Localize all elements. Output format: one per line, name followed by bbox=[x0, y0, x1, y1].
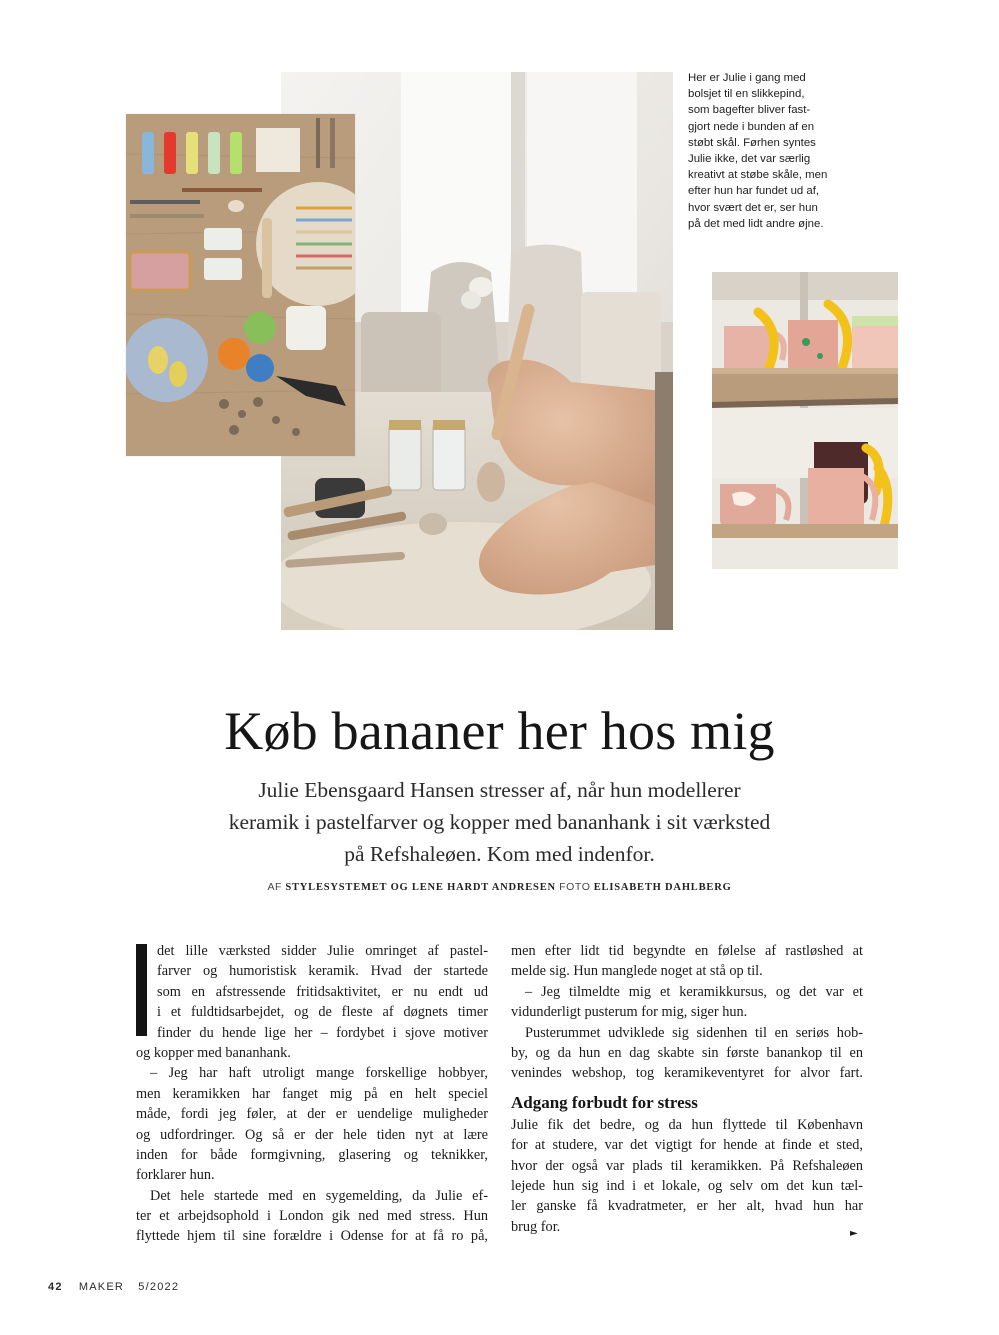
caption-line: hvor svært det er, ser hun bbox=[688, 201, 818, 214]
section-subhead: Adgang forbudt for stress bbox=[511, 1092, 698, 1112]
body-line: finder du hende lige her – fordybet i sjove motiver bbox=[157, 1024, 488, 1041]
byline-by-label: AF bbox=[267, 881, 283, 893]
caption-line: gjort nede i bunden af en bbox=[688, 120, 815, 133]
body-line: Det hele startede med en sygemelding, da Julie ef- bbox=[150, 1187, 488, 1204]
body-line: ter et arbejdsophold i London gik ned med stress. Hun bbox=[136, 1208, 488, 1225]
banana-mugs-shelf-photo bbox=[712, 272, 898, 569]
byline-photo-label: FOTO bbox=[559, 881, 591, 893]
body-line: hvor der også var plads til keramikken. På Refshaleøen bbox=[511, 1157, 863, 1174]
body-line: – Jeg tilmeldte mig et keramikkursus, og det var et bbox=[525, 983, 863, 1000]
body-line: farver og humoristisk keramik. Hvad der startede bbox=[157, 963, 488, 980]
body-line: i et fuldtidsarbejdet, og de fleste af døgnets timer bbox=[157, 1004, 488, 1021]
deck-line: Julie Ebensgaard Hansen stresser af, når hun modellerer bbox=[258, 778, 741, 802]
issue-number: 5/2022 bbox=[138, 1281, 180, 1293]
body-line: brug for. bbox=[511, 1218, 561, 1235]
magazine-name: MAKER bbox=[78, 1281, 125, 1293]
caption-line: Her er Julie i gang med bbox=[688, 72, 806, 84]
article-headline: Køb bananer her hos mig bbox=[224, 701, 775, 761]
caption-line: Julie ikke, det var særlig bbox=[688, 153, 811, 166]
body-line: ler ganske få kvadratmeter, er her alt, hvad hun har bbox=[511, 1198, 863, 1215]
body-line: Pusterummet udviklede sig sidenhen til en seriøs hob- bbox=[525, 1024, 863, 1041]
flatlay-tools-photo bbox=[126, 114, 355, 456]
body-line: Julie fik det bedre, og da hun flyttede til København bbox=[511, 1116, 863, 1133]
body-line: men keramikken har fanget mig på en helt speciel bbox=[136, 1085, 488, 1102]
body-column-right bbox=[511, 941, 863, 1237]
photo-caption bbox=[688, 70, 858, 232]
body-line: forklarer hun. bbox=[136, 1167, 215, 1184]
caption-line: på det med lidt andre øjne. bbox=[688, 217, 824, 230]
body-line: og kopper med bananhank. bbox=[136, 1044, 291, 1061]
body-line: som en afstressende fritidsaktivitet, er nu endt ud bbox=[157, 983, 488, 1000]
caption-line: støbt skål. Førhen syntes bbox=[688, 136, 816, 149]
page-number: 42 bbox=[48, 1281, 63, 1293]
continue-arrow-icon: ► bbox=[850, 1228, 858, 1239]
caption-line: som bagefter bliver fast- bbox=[688, 104, 811, 117]
body-line: for at studere, var det vigtigt for hende at finde et sted, bbox=[511, 1137, 863, 1154]
body-line: måde, fordi jeg føler, at der er uendelige muligheder bbox=[136, 1106, 488, 1123]
article-byline bbox=[0, 881, 999, 893]
body-line: melde sig. Hun manglede noget at stå op til. bbox=[511, 963, 763, 980]
deck-line: på Refshaleøen. Kom med indenfor. bbox=[344, 842, 655, 866]
article-deck bbox=[0, 774, 999, 870]
body-line: vidunderligt pusterum for mig, siger hun. bbox=[511, 1004, 748, 1021]
body-line: det lille værksted sidder Julie omringet af pastel- bbox=[157, 943, 488, 959]
deck-line: keramik i pastelfarver og kopper med bananhank i sit værksted bbox=[228, 810, 771, 834]
byline-authors: STYLESYSTEMET OG LENE HARDT ANDRESEN bbox=[285, 882, 556, 893]
caption-line: bolsjet til en slikkepind, bbox=[688, 88, 805, 101]
page-footer bbox=[48, 1281, 179, 1293]
caption-line: kreativt at støbe skåle, men bbox=[688, 169, 828, 182]
body-line: inden for både formgivning, glasering og teknikker, bbox=[136, 1146, 488, 1163]
body-line: flyttede hjem til sine forældre i Odense for at få ro på, bbox=[136, 1228, 488, 1245]
body-line: lejede hun sig ind i et lokale, og selv om det kun tæl- bbox=[511, 1177, 863, 1194]
body-line: og udfordringer. Og så er der hele tiden nyt at lære bbox=[136, 1126, 488, 1143]
body-line: by, og da hun en dag skabte sin første banankop til en bbox=[511, 1044, 863, 1061]
byline-photographer: ELISABETH DAHLBERG bbox=[593, 882, 732, 893]
caption-line: efter hun har fundet ud af, bbox=[688, 185, 820, 198]
body-line: men efter lidt tid begyndte en følelse af rastløshed at bbox=[511, 943, 863, 959]
body-column-left bbox=[136, 941, 488, 1247]
body-line: venindes webshop, tog keramikeventyret for alvor fart. bbox=[511, 1065, 863, 1082]
body-line: – Jeg har haft utroligt mange forskellige hobbyer, bbox=[150, 1065, 488, 1082]
